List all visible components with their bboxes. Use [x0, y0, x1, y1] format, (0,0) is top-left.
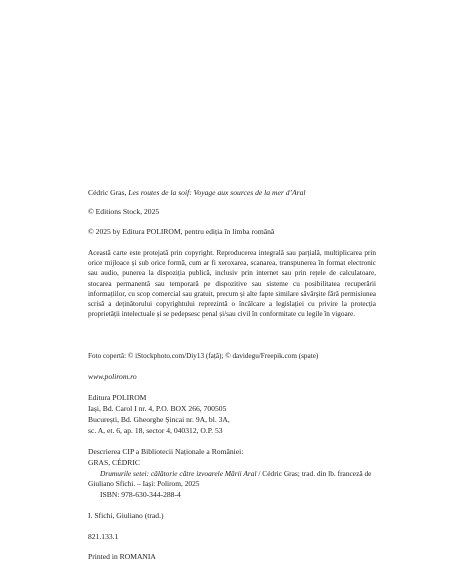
- original-edition-credit: [88, 188, 306, 198]
- cip-heading: Descrierea CIP a Bibliotecii Naționale a României:: [88, 447, 244, 456]
- website-link[interactable]: www.polirom.ro: [88, 372, 137, 381]
- printed-in: Printed in ROMANIA: [88, 552, 156, 561]
- copyright-original: © Editions Stock, 2025: [88, 207, 160, 216]
- publisher-name: Editura POLIROM: [88, 393, 147, 402]
- publisher-address-detail: sc. A, et. 6, ap. 18, sector 4, 040312, O.P. 53: [88, 426, 223, 435]
- publisher-address-bucuresti: București, Bd. Gheorghe Șincai nr. 9A, bl. 3A,: [88, 415, 230, 424]
- cip-author-heading: GRAS, CÉDRIC: [88, 458, 140, 467]
- copyright-notice: Această carte este protejată prin copyright. Reproducerea integrală sau parțială, multiplicarea prin orice mijloace și sub orice formă, cum ar fi xeroxarea, scanarea, transpunerea în format electronic sau audio, punerea la dispoziția publică, inclusiv prin internet sau prin rețele de calculatoare, stocarea permanentă sau temporară pe dispozitive sau sisteme cu posibilitatea recuperării informațiilor, cu scop comercial sau gratuit, precum și alte fapte similare săvârșite fără permisiunea scrisă a deținătorului copyrightului reprezintă o încălcare a legislației cu privire la protecția proprietății intelectuale și se pedepsesc penal și/sau civil în conformitate cu legile în vigoare.: [88, 249, 376, 319]
- cip-classification: 821.133.1: [88, 532, 119, 541]
- original-title: Les routes de la soif: Voyage aux sources de la mer d’Aral: [128, 188, 306, 197]
- cip-work-entry: [88, 469, 374, 489]
- cover-photo-credit: Foto copertă: © iStockphoto.com/Diy13 (față); © davidegu/Freepik.com (spate): [88, 352, 319, 360]
- original-author: Cédric Gras,: [88, 188, 127, 197]
- cip-work-details: / Cédric Gras; trad. din lb. franceză de Giuliano Sfichi. – Iași: Polirom, 2025: [88, 469, 372, 488]
- publisher-address-iasi: Iași, Bd. Carol I nr. 4, P.O. BOX 266, 700505: [88, 404, 227, 413]
- cip-work-title: Drumurile setei: călătorie către izvoarele Mării Aral: [100, 469, 257, 478]
- cip-added-entry: I. Sfichi, Giuliano (trad.): [88, 511, 164, 520]
- cip-isbn: ISBN: 978-630-344-288-4: [100, 490, 181, 499]
- copyright-romanian: © 2025 by Editura POLIROM, pentru ediția în limba română: [88, 227, 275, 236]
